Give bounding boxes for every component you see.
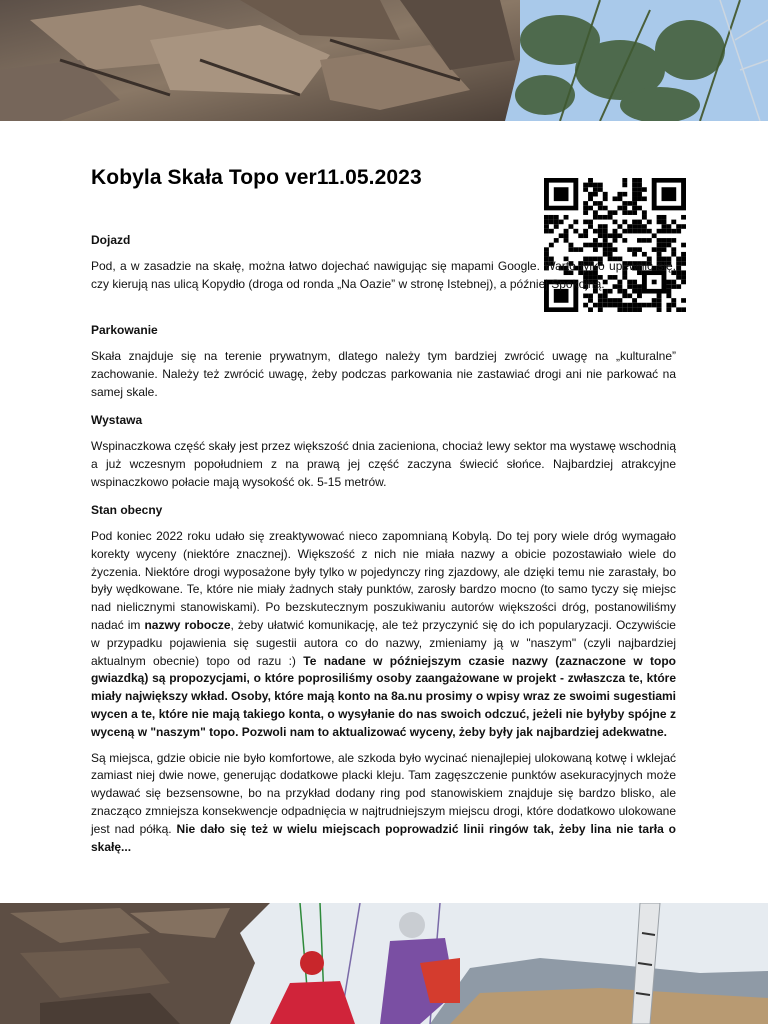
section-wystawa — [91, 412, 676, 428]
stan-text-bold-nazwy: Te nadane w późniejszym czasie nazwy (zaznaczone w topo gwiazdką) są propozycjami, o które poprosiliśmy osoby zaangażowane w projekt - zwłaszcza te, które miały największy wkład. Osoby, które mają konto na 8a.nu prosimy o wpisy wraz ze swoimi sugestiami wycen a te, które nie mają takiego konta, o wysyłanie do nas swoich odczuć, jeżeli nie byłyby spójne z wyceną w "naszym" topo. Pozwoli nam to aktualizować wyceny, żeby były jak najbardziej adekwatne. — [91, 653, 676, 739]
stan-text-part-c: , żeby ułatwić komunikację, ale też przyczynić się do ich popularyzacji. Oczywiście w przypadku pojawienia się sugestii autora co do nazwy, zmieniamy ją w "naszym" (czyli najbardziej aktualnym obecnie) topo od razu :) — [91, 617, 676, 668]
section-parkowanie-body — [91, 348, 676, 401]
climbers-photo-icon — [0, 903, 768, 1024]
section-heading-dojazd: Dojazd — [91, 233, 131, 247]
section-text-stan-2 — [91, 750, 676, 857]
stan-text-bold-ringi: Nie dało się też w wielu miejscach poprowadzić linii ringów tak, żeby lina nie tarła o skałę... — [91, 821, 677, 854]
stan-text-part-2a: Są miejsca, gdzie obicie nie było komfortowe, ale szkoda było wycinać nienajlepiej ulokowaną kotwę i wklejać zamiast niej dwie nowe, generując dodatkowe placki kleju. Tam zagęszczenie punktów asekuracyjnych może wydawać się bezsensowne, bo na przykład dodany ring pod stanowiskiem znajduje się bardzo blisko, ale znacząco zmniejsza konsekwencje odpadnięcia w najtrudniejszym miejscu drogi, które dodatkowo ulokowane jest nad półką. — [91, 750, 676, 836]
section-stan-body — [91, 528, 676, 856]
bottom-climbers-photo — [0, 903, 768, 1024]
page-title: Kobyla Skała Topo ver11.05.2023 — [91, 166, 422, 189]
section-parkowanie — [91, 322, 676, 338]
section-text-parkowanie: Skała znajduje się na terenie prywatnym, dlatego należy tym bardziej zwrócić uwagę na „kulturalne” zachowanie. Należy też zwrócić uwagę, żeby podczas parkowania nie zastawiać drogi ani nie parkować na samej skale. — [91, 349, 676, 399]
section-dojazd-body — [91, 258, 676, 294]
section-text-wystawa: Wspinaczkowa część skały jest przez większość dnia zacieniona, chociaż lewy sektor ma wystawę wschodnią a już wczesnym popołudniem z na prawą jej część zaczyna świecić słońce. Najbardziej atrakcyjne wspinaczkowo połacie mają wysokość ok. 5-15 metrów. — [91, 439, 676, 489]
section-dojazd — [91, 232, 531, 248]
section-stan — [91, 502, 676, 518]
section-heading-stan: Stan obecny — [91, 503, 163, 517]
top-rock-photo — [0, 0, 768, 121]
stan-text-bold-robocze: nazwy robocze — [144, 617, 231, 632]
section-wystawa-body — [91, 438, 676, 491]
stan-text-part-a: Pod koniec 2022 roku udało się zreaktywować nieco zapomnianą Kobylą. Do tej pory wiele dróg wymagało korekty wyceny (niektóre znacznej). Większość z nich nie miała nazwy a obicie pozostawiało wiele do życzenia. Niektóre drogi wyposażone były tylko w pojedynczy ring zjazdowy, ale dzięki temu nie zarastały, bo były wędkowane. Te, które nie miały żadnych stały punktów, zarosły bardzo mocno (to samo tyczy się miejsc nad nielicznymi stanowiskami). Po bezskutecznym poszukiwaniu autorów większości dróg, postanowiliśmy nadać im — [91, 529, 676, 632]
rock-wall-photo-icon — [0, 0, 768, 121]
section-heading-wystawa: Wystawa — [91, 413, 143, 427]
section-heading-parkowanie: Parkowanie — [91, 323, 158, 337]
section-text-dojazd: Pod, a w zasadzie na skałę, można łatwo dojechać nawigując się mapami Google. Warto tylko upewnić się, czy kierują nas ulicą Kopydło (droga od ronda „Na Oazie” w stronę Istebnej), a później Spokojną. — [91, 259, 676, 291]
section-text-stan-1 — [91, 528, 676, 742]
